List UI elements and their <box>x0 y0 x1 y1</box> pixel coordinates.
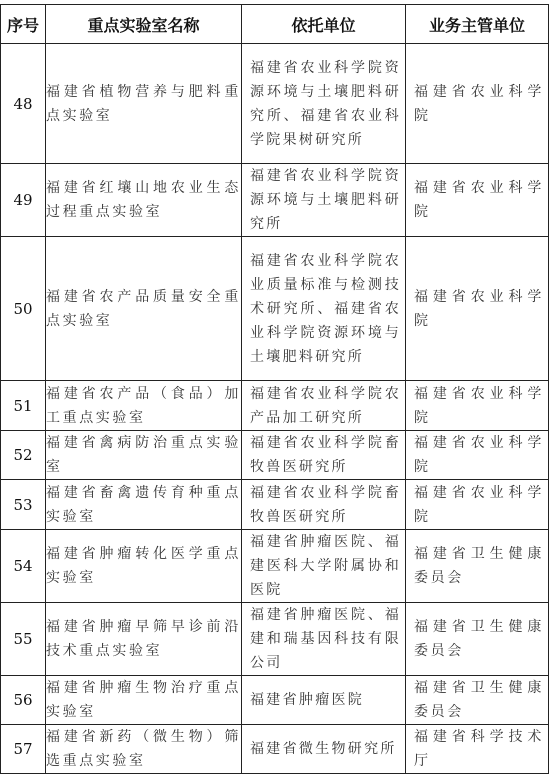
key-laboratory-table <box>0 4 549 774</box>
host-unit-cell: 福建省农业科学院资源环境与土壤肥料研究所、福建省农业科学院果树研究所 <box>242 44 406 164</box>
lab-name-cell: 福建省新药（微生物）筛选重点实验室 <box>46 725 242 774</box>
table-row <box>1 381 549 431</box>
lab-name-cell: 福建省植物营养与肥料重点实验室 <box>46 44 242 164</box>
host-unit-cell: 福建省农业科学院资源环境与土壤肥料研究所 <box>242 164 406 237</box>
authority-cell: 福建省农业科学院 <box>406 480 549 530</box>
host-unit-cell: 福建省肿瘤医院、福建医科大学附属协和医院 <box>242 530 406 603</box>
table-row <box>1 725 549 774</box>
row-number: 54 <box>1 530 46 603</box>
host-unit-cell: 福建省农业科学院农业质量标准与检测技术研究所、福建省农业科学院资源环境与土壤肥料研究所 <box>242 237 406 381</box>
table-row <box>1 530 549 603</box>
lab-name-cell: 福建省农产品质量安全重点实验室 <box>46 237 242 381</box>
authority-cell: 福建省卫生健康委员会 <box>406 676 549 725</box>
lab-name-cell: 福建省肿瘤生物治疗重点实验室 <box>46 676 242 725</box>
row-number: 55 <box>1 603 46 676</box>
authority-cell: 福建省农业科学院 <box>406 164 549 237</box>
row-number: 56 <box>1 676 46 725</box>
host-unit-cell: 福建省肿瘤医院、福建和瑞基因科技有限公司 <box>242 603 406 676</box>
table-row <box>1 164 549 237</box>
authority-cell: 福建省农业科学院 <box>406 237 549 381</box>
lab-name-cell: 福建省红壤山地农业生态过程重点实验室 <box>46 164 242 237</box>
row-number: 50 <box>1 237 46 381</box>
lab-name-cell: 福建省畜禽遗传育种重点实验室 <box>46 480 242 530</box>
column-header-host-unit: 依托单位 <box>242 5 406 44</box>
authority-cell: 福建省卫生健康委员会 <box>406 530 549 603</box>
table-row <box>1 237 549 381</box>
row-number: 48 <box>1 44 46 164</box>
authority-cell: 福建省农业科学院 <box>406 431 549 480</box>
table-row <box>1 676 549 725</box>
row-number: 51 <box>1 381 46 431</box>
lab-name-cell: 福建省农产品（食品）加工重点实验室 <box>46 381 242 431</box>
host-unit-cell: 福建省农业科学院农产品加工研究所 <box>242 381 406 431</box>
table-row <box>1 480 549 530</box>
column-header-lab-name: 重点实验室名称 <box>46 5 242 44</box>
host-unit-cell: 福建省农业科学院畜牧兽医研究所 <box>242 431 406 480</box>
host-unit-cell: 福建省微生物研究所 <box>242 725 406 774</box>
host-unit-cell: 福建省农业科学院畜牧兽医研究所 <box>242 480 406 530</box>
host-unit-cell: 福建省肿瘤医院 <box>242 676 406 725</box>
column-header-number: 序号 <box>1 5 46 44</box>
table-row <box>1 431 549 480</box>
column-header-authority: 业务主管单位 <box>406 5 549 44</box>
table-header-row <box>1 5 549 44</box>
lab-name-cell: 福建省禽病防治重点实验室 <box>46 431 242 480</box>
authority-cell: 福建省科学技术厅 <box>406 725 549 774</box>
lab-name-cell: 福建省肿瘤转化医学重点实验室 <box>46 530 242 603</box>
row-number: 49 <box>1 164 46 237</box>
row-number: 53 <box>1 480 46 530</box>
row-number: 57 <box>1 725 46 774</box>
authority-cell: 福建省卫生健康委员会 <box>406 603 549 676</box>
table-row <box>1 603 549 676</box>
authority-cell: 福建省农业科学院 <box>406 44 549 164</box>
row-number: 52 <box>1 431 46 480</box>
authority-cell: 福建省农业科学院 <box>406 381 549 431</box>
lab-name-cell: 福建省肿瘤早筛早诊前沿技术重点实验室 <box>46 603 242 676</box>
table-row <box>1 44 549 164</box>
